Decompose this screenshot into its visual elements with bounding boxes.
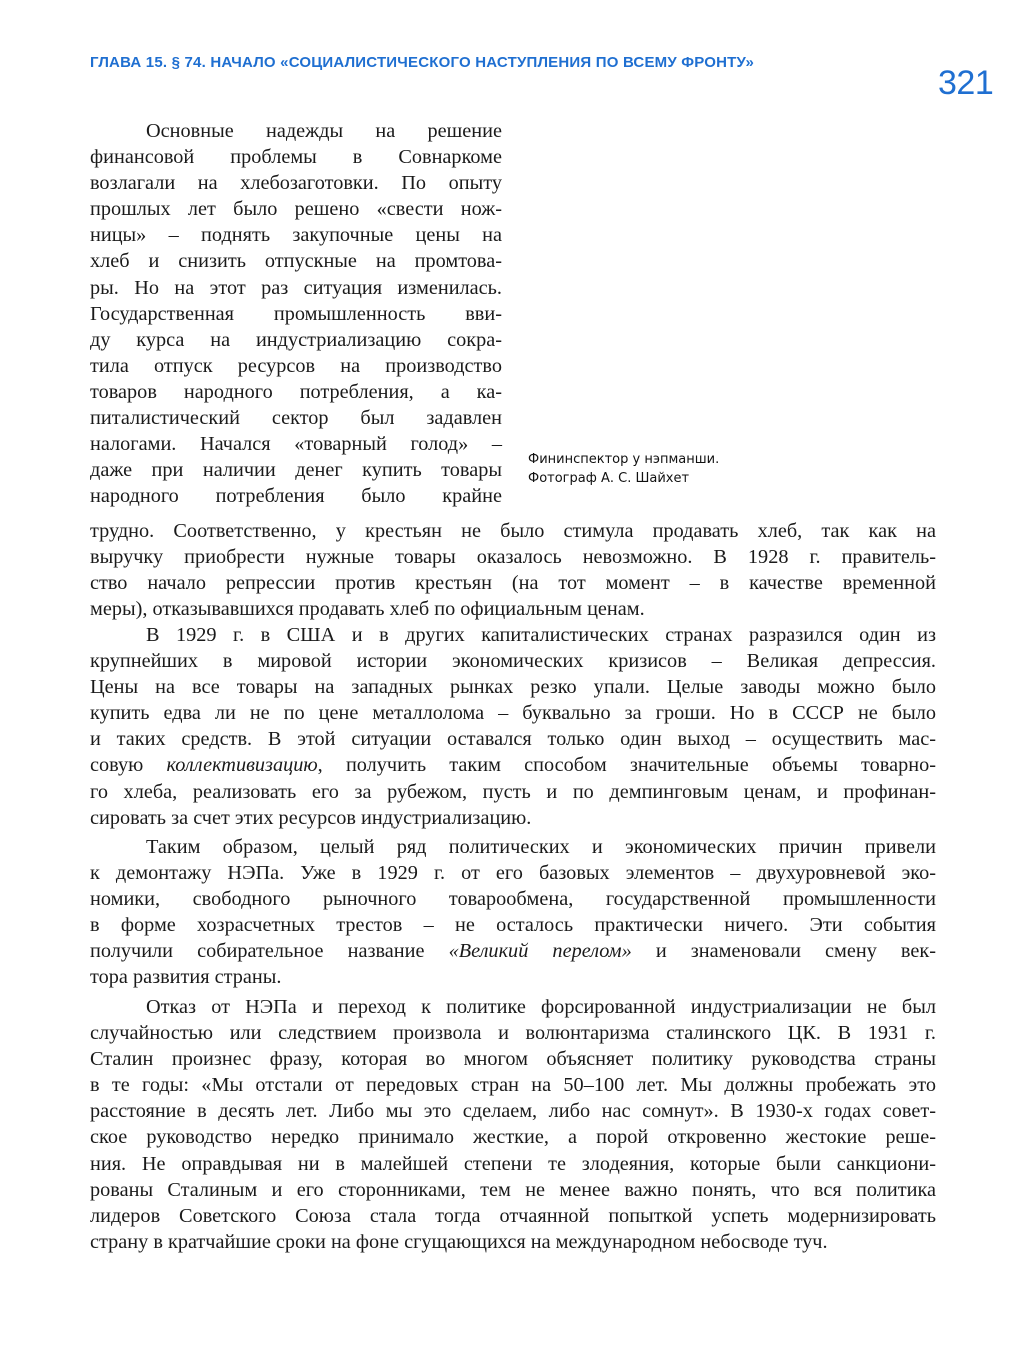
text-line: Цены на все товары на западных рынках резко упали. Целые заводы можно было bbox=[90, 676, 936, 699]
text-line: страну в кратчайшие сроки на фоне сгущающихся на международном небосводе туч. bbox=[90, 1230, 828, 1253]
text-line: ры. Но на этот раз ситуация изменилась. bbox=[90, 276, 502, 299]
text-line: в форме хозрасчетных трестов – не осталось практически ничего. Эти события bbox=[90, 914, 936, 937]
term-great-break: «Великий перелом» bbox=[448, 940, 632, 963]
paragraph-4 bbox=[90, 994, 936, 1255]
text-run: и знаменовали смену век- bbox=[631, 940, 936, 963]
paragraph-1-wide bbox=[90, 518, 936, 622]
text-line: хлеб и снизить отпускные на промтова- bbox=[90, 250, 502, 273]
text-line: номики, свободного рыночного товарообмена, государственной промышленности bbox=[90, 888, 936, 911]
text-line: прошлых лет было решено «свести нож- bbox=[90, 198, 502, 221]
text-line: возлагали на хлебозаготовки. По опыту bbox=[90, 172, 502, 195]
text-line: Отказ от НЭПа и переход к политике форсированной индустриализации не был bbox=[146, 996, 936, 1018]
text-line: крупнейших в мировой истории экономических кризисов – Великая депрессия. bbox=[90, 650, 936, 673]
text-run: получили собирательное название bbox=[90, 940, 449, 963]
text-line: и таких средств. В этой ситуации оставался только один выход – осуществить мас- bbox=[90, 728, 936, 751]
text-line: товаров народного потребления, а ка- bbox=[90, 380, 502, 403]
text-line: к демонтажу НЭПа. Уже в 1929 г. от его базовых элементов – двухуровневой эко- bbox=[90, 862, 936, 885]
text-line: ство начало репрессии против крестьян (на тот момент – в качестве временной bbox=[90, 572, 936, 595]
text-line bbox=[90, 938, 936, 964]
caption-line: Фининспектор у нэпманши. bbox=[528, 452, 720, 467]
paragraph-1-narrow bbox=[90, 118, 502, 509]
text-line: Государственная промышленность вви- bbox=[90, 302, 502, 325]
text-line: В 1929 г. в США и в других капиталистических странах разразился один из bbox=[146, 624, 936, 646]
text-line: ское руководство нередко принимало жесткие, а порой откровенно жестокие реше- bbox=[90, 1126, 936, 1149]
text-line: лидеров Советского Союза стала тогда отчаянной попыткой успеть модернизировать bbox=[90, 1204, 936, 1227]
paragraph-3 bbox=[90, 834, 936, 991]
text-line: ду курса на индустриализацию сокра- bbox=[90, 328, 502, 351]
text-line: Сталин произнес фразу, которая во многом объясняет политику руководства страны bbox=[90, 1048, 936, 1071]
text-line: финансовой проблемы в Совнаркоме bbox=[90, 146, 502, 169]
text-run: , получить таким способом значительные объемы товарно- bbox=[317, 754, 936, 777]
text-line: народного потребления было крайне bbox=[90, 485, 502, 508]
text-line: го хлеба, реализовать его за рубежом, пусть и по демпинговым ценам, и профинан- bbox=[90, 780, 936, 803]
text-line: даже при наличии денег купить товары bbox=[90, 459, 502, 482]
text-line: тила отпуск ресурсов на производство bbox=[90, 354, 502, 377]
page-number: 321 bbox=[938, 64, 994, 102]
photo-caption bbox=[528, 450, 719, 488]
text-line: тора развития страны. bbox=[90, 966, 282, 989]
text-line: меры), отказывавшихся продавать хлеб по официальным ценам. bbox=[90, 598, 645, 621]
text-line bbox=[90, 752, 936, 778]
text-line: ницы» – поднять закупочные цены на bbox=[90, 224, 502, 247]
text-line: купить едва ли не по цене металлолома – буквально за гроши. Но в СССР не было bbox=[90, 702, 936, 725]
text-line: ния. Не оправдывая ни в малейшей степени те злодеяния, которые были санкциони- bbox=[90, 1152, 936, 1175]
term-collectivization: коллективизацию bbox=[166, 754, 318, 777]
text-line: сировать за счет этих ресурсов индустриализацию. bbox=[90, 806, 532, 829]
running-head: ГЛАВА 15. § 74. НАЧАЛО «СОЦИАЛИСТИЧЕСКОГО НАСТУПЛЕНИЯ ПО ВСЕМУ ФРОНТУ» bbox=[90, 54, 755, 71]
text-line: налогами. Начался «товарный голод» – bbox=[90, 433, 502, 456]
text-line: случайностью или следствием произвола и волюнтаризма сталинского ЦК. В 1931 г. bbox=[90, 1022, 936, 1045]
text-line: расстояние в десять лет. Либо мы это сделаем, либо нас сомнут». В 1930-х годах совет- bbox=[90, 1100, 936, 1123]
text-line: Основные надежды на решение bbox=[146, 120, 502, 142]
text-line: в те годы: «Мы отстали от передовых стран на 50–100 лет. Мы должны пробежать это bbox=[90, 1074, 936, 1097]
text-line: выручку приобрести нужные товары оказалось невозможно. В 1928 г. правитель- bbox=[90, 546, 936, 569]
text-run: совую bbox=[90, 754, 167, 777]
paragraph-2 bbox=[90, 622, 936, 831]
text-line: трудно. Соответственно, у крестьян не было стимула продавать хлеб, так как на bbox=[90, 520, 936, 542]
caption-line: Фотограф А. С. Шайхет bbox=[528, 471, 690, 486]
text-line: Таким образом, целый ряд политических и экономических причин привели bbox=[146, 836, 936, 858]
text-line: питалистический сектор был задавлен bbox=[90, 407, 502, 430]
text-line: рованы Сталиным и его сторонниками, тем не менее важно понять, что вся политика bbox=[90, 1178, 936, 1201]
